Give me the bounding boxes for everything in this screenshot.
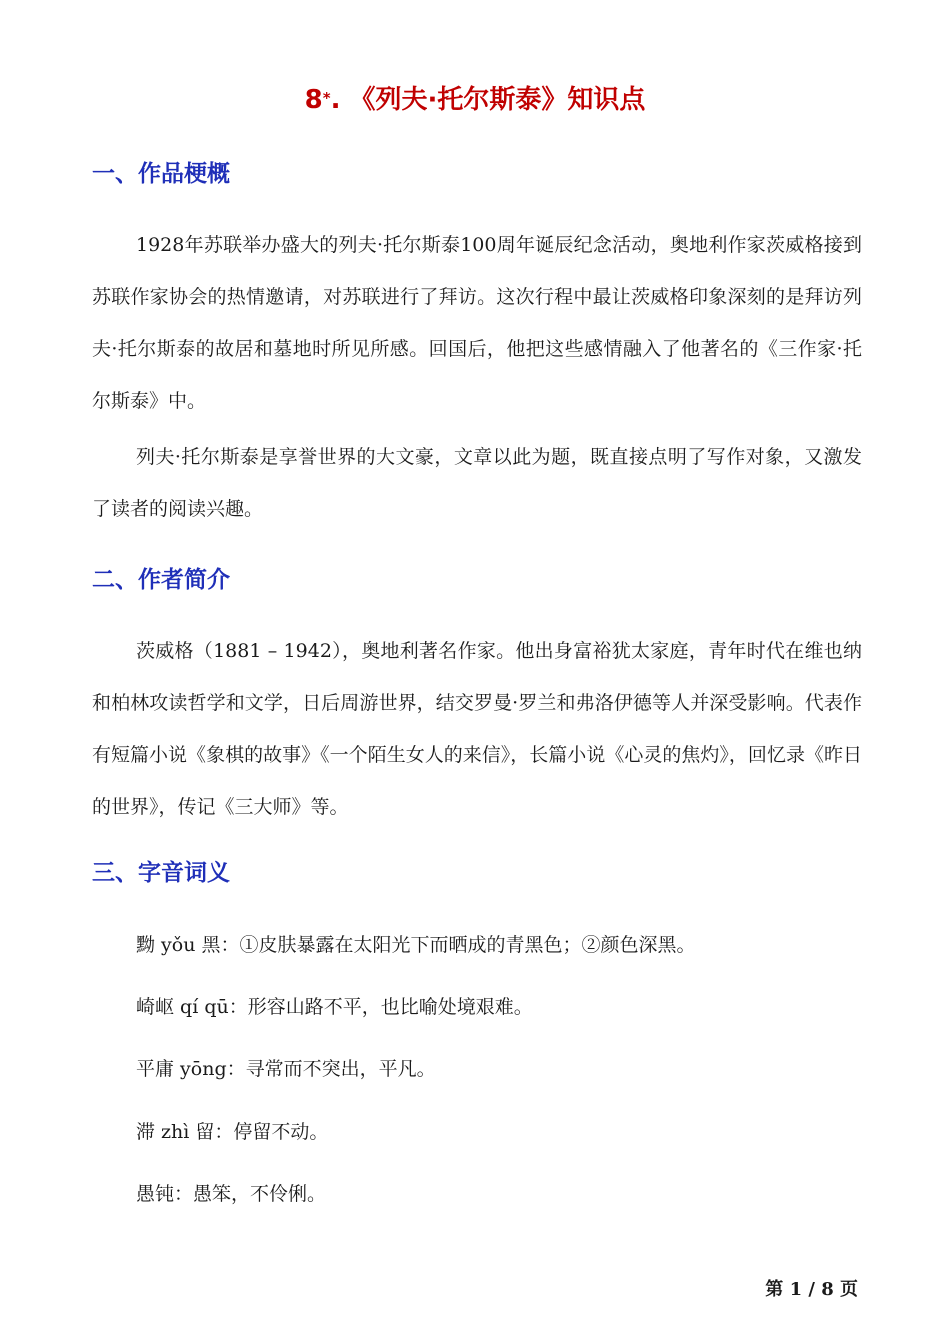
paragraph-summary-2: 列夫·托尔斯泰是享誉世界的大文豪，文章以此为题，既直接点明了写作对象，又激发了读者的阅读兴趣。: [92, 446, 862, 520]
title-mark: *: [322, 89, 331, 107]
section-heading-author: 二、作者简介: [92, 567, 230, 593]
vocab-entry-youhei: 黝 yǒu 黑：①皮肤暴露在太阳光下而晒成的青黑色；②颜色深黑。: [136, 934, 696, 956]
section-heading-summary: 一、作品梗概: [92, 161, 230, 187]
page-number: 第 1 / 8 页: [765, 1279, 858, 1300]
vocab-entry-pingyong: 平庸 yōng：寻常而不突出，平凡。: [136, 1058, 436, 1080]
vocab-entry-qiqu: 崎岖 qí qū：形容山路不平，也比喻处境艰难。: [136, 996, 533, 1018]
document-title: [0, 82, 950, 118]
vocab-entry-yudun: 愚钝：愚笨，不伶俐。: [136, 1183, 327, 1205]
paragraph-author-1: 茨威格（1881 – 1942），奥地利著名作家。他出身富裕犹太家庭，青年时代在维也纳和柏林攻读哲学和文学，日后周游世界，结交罗曼·罗兰和弗洛伊德等人并深受影响。代表作有短篇小说《象棋的故事》《一个陌生女人的来信》，长篇小说《心灵的焦灼》，回忆录《昨日的世界》，传记《三大师》等。: [92, 640, 862, 818]
title-text: . 《列夫·托尔斯泰》知识点: [330, 85, 646, 115]
paragraph-summary-1: 1928年苏联举办盛大的列夫·托尔斯泰100周年诞辰纪念活动，奥地利作家茨威格接到苏联作家协会的热情邀请，对苏联进行了拜访。这次行程中最让茨威格印象深刻的是拜访列夫·托尔斯泰的故居和墓地时所见所感。回国后，他把这些感情融入了他著名的《三作家·托尔斯泰》中。: [92, 234, 862, 412]
vocab-entry-zhiliu: 滞 zhì 留：停留不动。: [136, 1121, 329, 1143]
title-number: 8: [304, 85, 323, 115]
section-heading-vocabulary: 三、字音词义: [92, 860, 230, 886]
